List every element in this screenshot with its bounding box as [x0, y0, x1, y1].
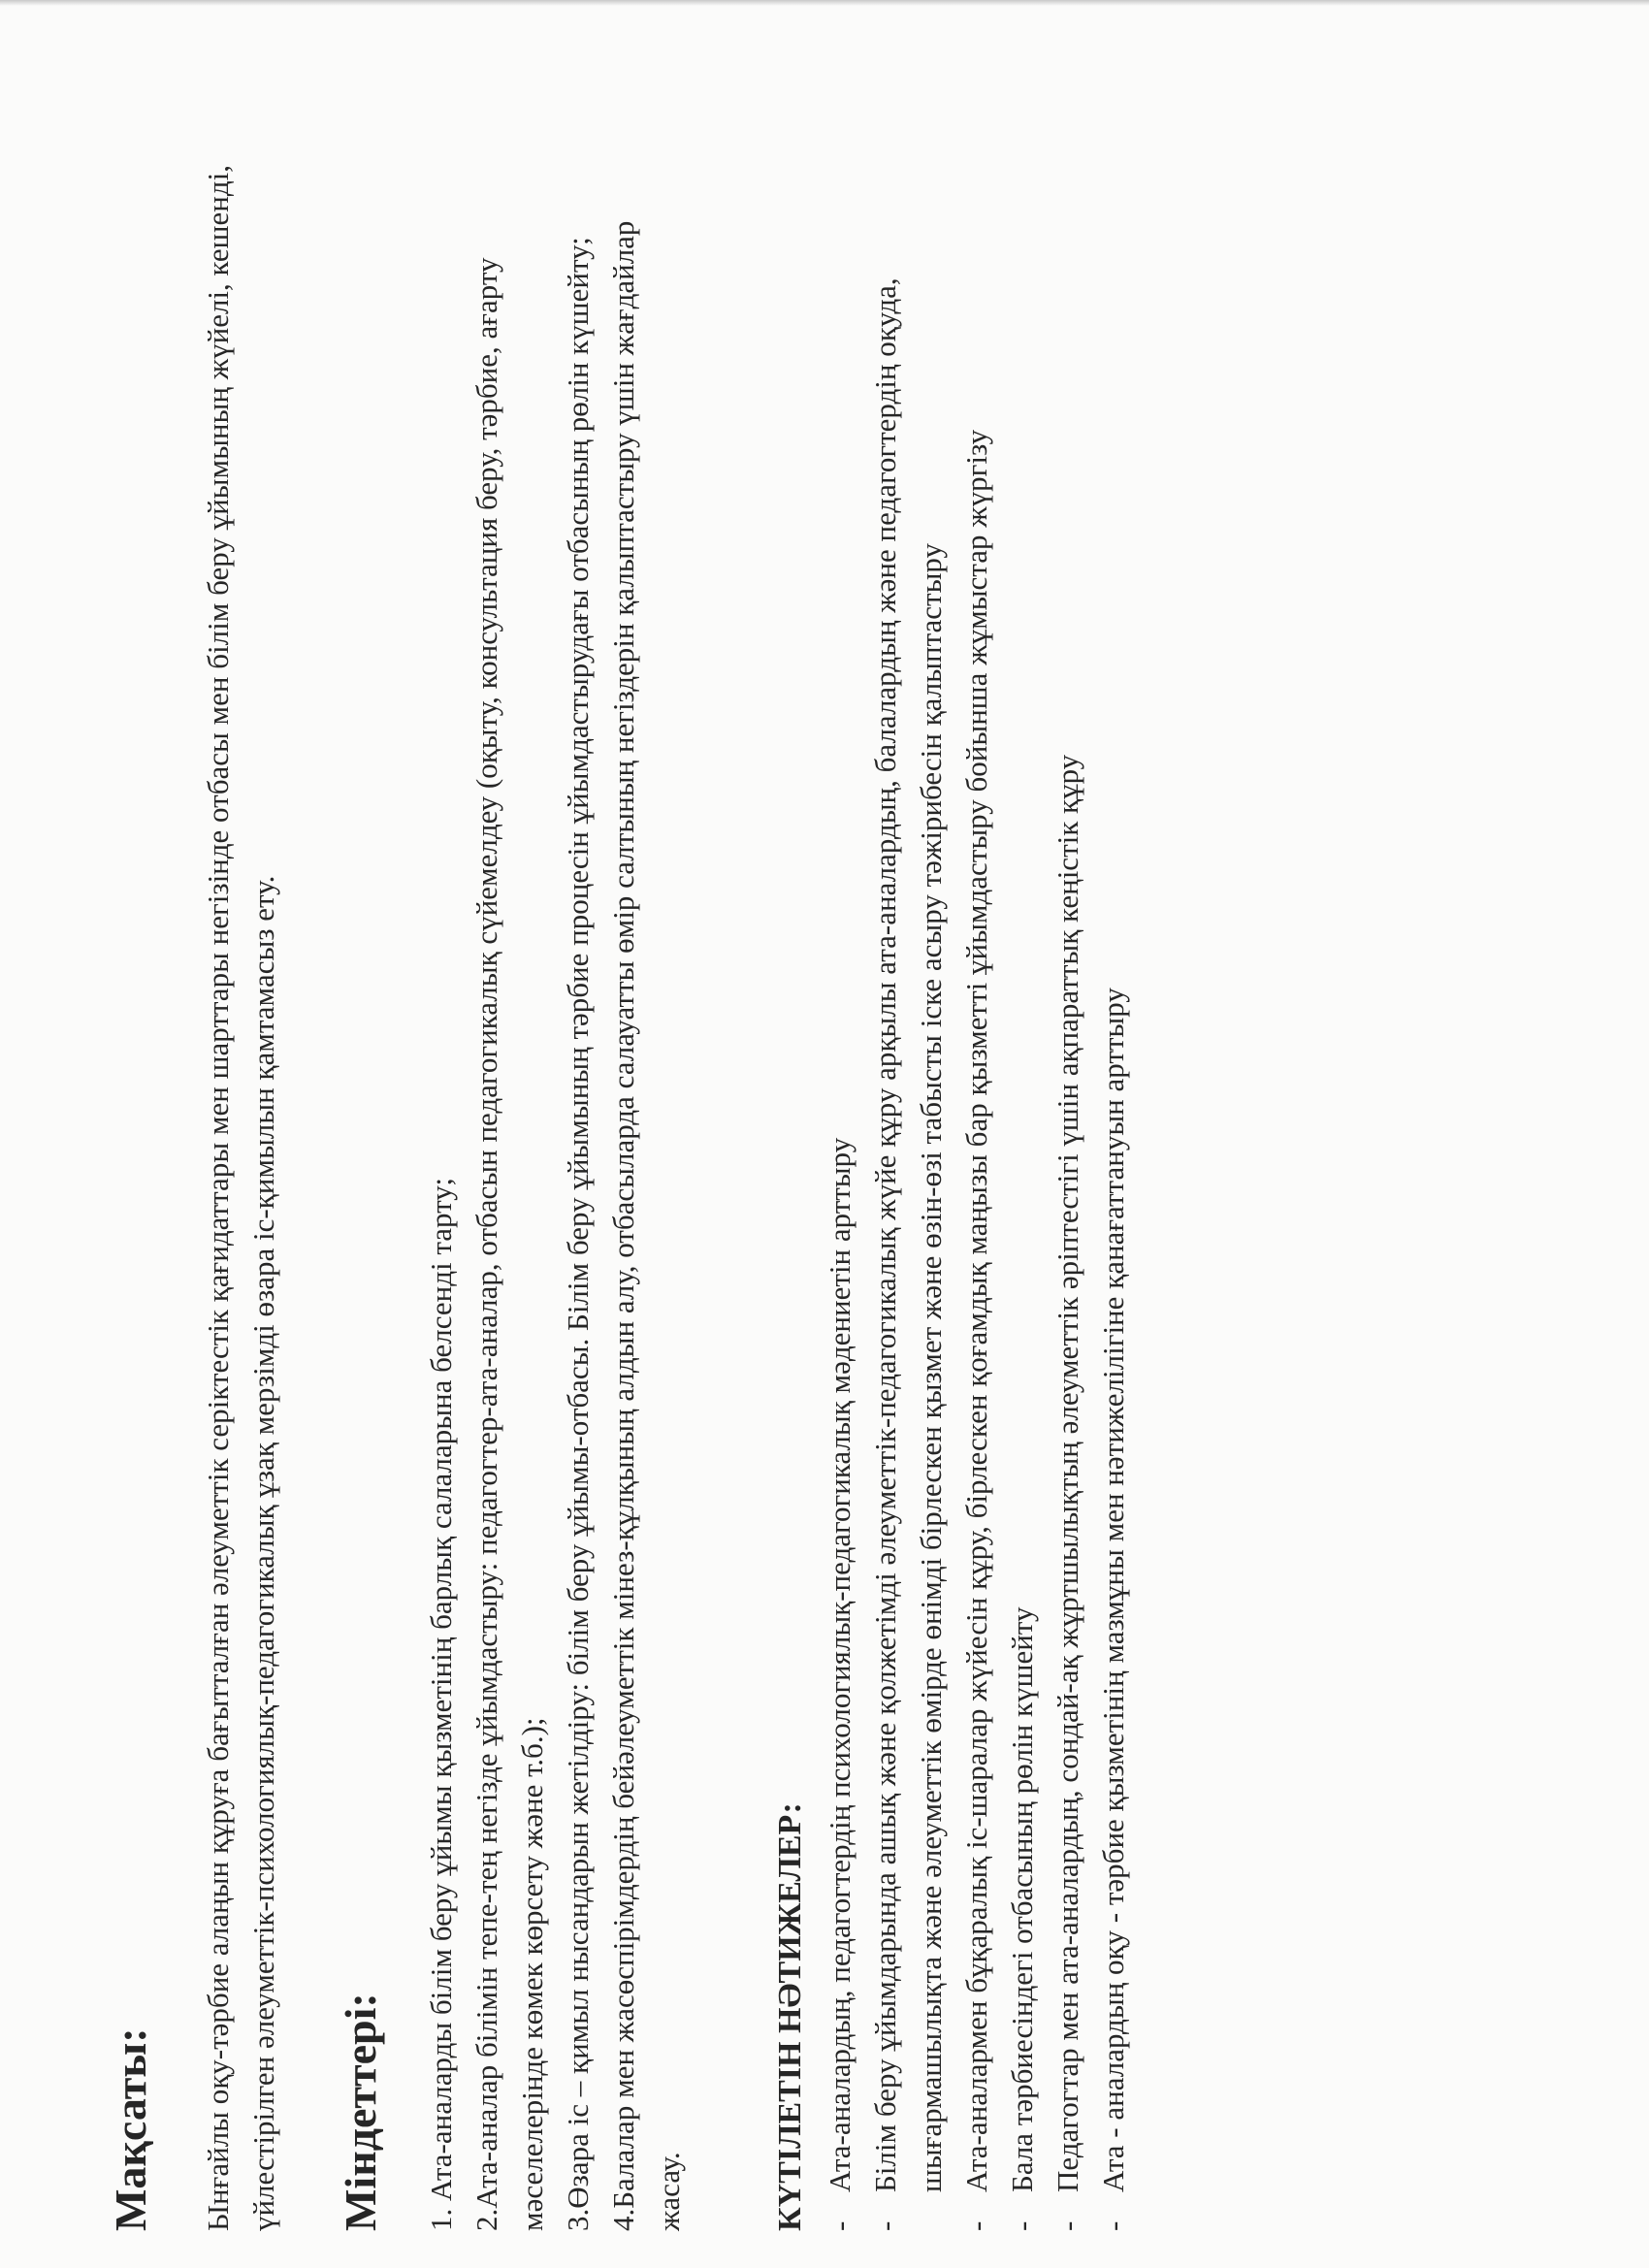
result-item — [1045, 155, 1090, 2231]
task-item: 3.Өзара іс – қимыл нысандарын жетілдіру: білім беру ұйымы-отбасы. Білім беру ұйымының тәрбие процесін ұйымдастырудағы отбасының рөлін күшейту; — [561, 237, 596, 2231]
result-item — [954, 155, 999, 2231]
bullet-dash: - — [823, 2220, 857, 2231]
bullet-dash: - — [959, 2220, 994, 2231]
task-item: 2.Ата-аналар білімін тепе-тең негізде ұйымдастыру: педагогтер-ата-аналар, отбасын педагогикалық сүйемелдеу (оқыту, консультация беру, тәрбие, ағарту мәселелерінде көмек көрсету және т.б.); — [469, 257, 550, 2231]
result-text: Педагогтар мен ата-аналардың, сондай-ақ жұртшылықтың әлеуметтік әріптестігі үшін ақпараттық кеңістік құру — [1051, 754, 1085, 2192]
goal-heading: Мақсаты: — [106, 2027, 155, 2231]
scan-top-edge — [0, 0, 1649, 6]
result-item — [817, 155, 862, 2231]
results-heading: КҮТІЛЕТІН НӘТИЖЕЛЕР: — [772, 1802, 809, 2231]
bullet-dash: - — [1051, 2220, 1085, 2231]
bullet-dash: - — [1096, 2220, 1131, 2231]
result-item — [999, 155, 1045, 2231]
tasks-list — [418, 155, 692, 2231]
document-page — [107, 155, 1445, 2231]
task-item: 1. Ата-аналарды білім беру ұйымы қызметінің барлық салаларына белсенді тарту; — [424, 1178, 459, 2231]
result-text: Бала тәрбиесіндегі отбасының рөлін күшейту — [1005, 1606, 1040, 2192]
task-item: 4.Балалар мен жасөспірімдердің бейәлеуметтік мінез-құлқының алдын алу, отбасыларда салауатты өмір салтының негіздерін қалыптастыру үшін жағдайлар жасау. — [606, 220, 687, 2231]
bullet-dash: - — [1005, 2220, 1040, 2231]
bullet-dash: - — [868, 2220, 903, 2231]
tasks-heading: Міндеттері: — [335, 1993, 385, 2231]
result-text: Білім беру ұйымдарында ашық және қолжетімді әлеуметтік-педагогикалық жүйе құру арқылы ата-аналардың, балалардың және педагогтердің оқуда, шығармашылықта және әлеуметтік өмірде өнімді бірлескен қызмет және өзін-өзі табысты іске асыру тәжірибесін қалыптастыру — [868, 277, 949, 2192]
result-text: Ата - аналардың оқу - тәрбие қызметінің мазмұны мен нәтижелілігіне қанағаттануын арттыру — [1096, 988, 1131, 2192]
result-text: Ата-аналармен бұқаралық іс-шаралар жүйесін құру, бірлескен қоғамдық маңызы бар қызметті ұйымдастыру бойынша жұмыстар жүргізу — [959, 429, 994, 2192]
result-item — [862, 155, 954, 2231]
result-text: Ата-аналардың, педагогтердің психологиялық-педагогикалық мәдениетін арттыру — [823, 1137, 857, 2192]
results-list — [817, 155, 1136, 2231]
goal-text: Ынғайлы оқу-тәрбие алаңын құруға бағытталған әлеуметтік серіктестік қағидаттары мен шарттары негізінде отбасы мен білім беру ұйымының жүйелі, кешенді, үйлестірілген әлеуметтік-психологиялық-педагогикалық ұзақ мерзімді өзара іс-қимылын қамтамасыз ету. — [200, 165, 280, 2231]
result-item — [1090, 155, 1136, 2231]
